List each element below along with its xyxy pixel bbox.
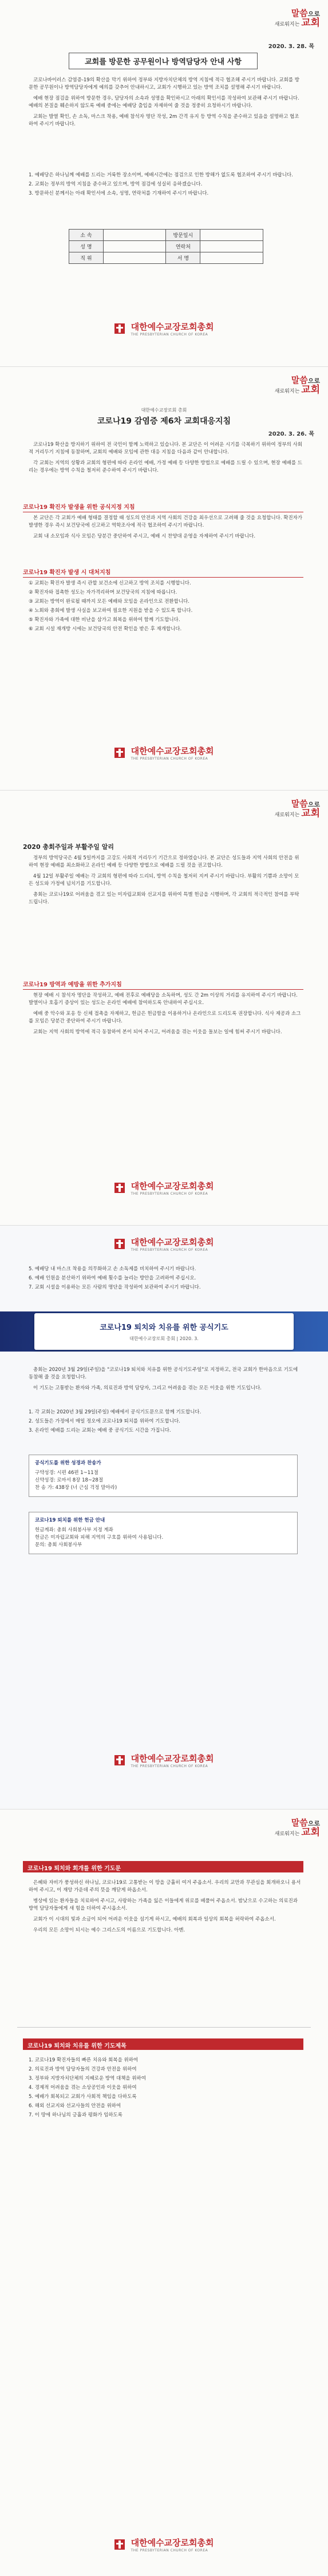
notice-page-3 xyxy=(0,790,328,1225)
divider xyxy=(17,2027,311,2028)
brand-line2: 새로워지는 xyxy=(274,21,302,27)
scripture-box xyxy=(29,1455,298,1497)
form-label: 연락처 xyxy=(166,241,200,252)
list-item: ④ 노회와 총회에 발생 사실을 보고하여 필요한 지원을 받을 수 있도록 합니다. xyxy=(29,608,193,614)
brand-church: 교회 xyxy=(301,17,320,29)
list-item: ② 확진자와 접촉한 성도는 자가격리하며 보건당국의 지침에 따릅니다. xyxy=(29,590,177,595)
assembly-logo xyxy=(0,745,328,761)
page1-body xyxy=(29,77,303,132)
list-item: 5. 예배가 회복되고 교회가 사회적 책임을 다하도록 xyxy=(29,2094,137,2100)
logo-english: THE PRESBYTERIAN CHURCH OF KOREA xyxy=(131,333,208,337)
page2-title: 코로나19 감염증 제6차 교회대응지침 xyxy=(97,417,231,426)
page2-section-body xyxy=(29,515,303,544)
assembly-logo xyxy=(0,1752,328,1768)
form-row xyxy=(69,230,263,241)
list-item: 4. 경제적 어려움을 겪는 소상공인과 이웃을 위하여 xyxy=(29,2085,137,2091)
page3-paragraph: 정부의 방역당국은 4월 5일까지를 고강도 사회적 거리두기 기간으로 정하였습니다. 본 교단은 성도들과 지역 사회의 안전을 위하여 현장 예배를 최소화하고 온라인 예배 등 다양한 방법으로 예배를 드릴 것을 권고합니다. xyxy=(29,855,299,868)
notice-page-4 xyxy=(0,1225,328,1809)
form-field[interactable] xyxy=(200,252,263,264)
page2-section-paragraph: 교회 내 소모임과 식사 모임은 당분간 중단하여 주시고, 예배 시 찬양대 운영을 자제하여 주시기 바랍니다. xyxy=(33,534,256,539)
scripture-line: 찬 송 가: 438장 (너 근심 걱정 말아라) xyxy=(35,1485,117,1491)
logo-english: THE PRESBYTERIAN CHURCH OF KOREA xyxy=(131,2549,208,2553)
scripture-line: 구약성경: 시편 46편 1~11절 xyxy=(35,1470,98,1476)
notice-page-5 xyxy=(0,1809,328,2576)
list-item: 2. 의료진과 방역 담당자들의 건강과 안전을 위하여 xyxy=(29,2067,137,2072)
page2-section-head: 코로나19 확진자 발생 시 대처지침 xyxy=(23,567,303,578)
assembly-logo xyxy=(0,321,328,337)
page1-paragraph: 교회는 발열 확인, 손 소독, 마스크 착용, 예배 참석자 명단 작성, 2m 간격 유지 등 방역 수칙을 준수하고 있음을 설명하고 협조하여 주시기 바랍니다. xyxy=(29,114,299,127)
prayer-topics-list xyxy=(29,2057,303,2121)
list-item: 3. 방문하신 분께서는 아래 확인서에 소속, 성명, 연락처를 기재하여 주시기 바랍니다. xyxy=(29,191,209,196)
list-item: 6. 해외 선교지와 선교사들의 안전을 위하여 xyxy=(29,2103,121,2109)
brand-particle: 으로 xyxy=(307,801,320,808)
page3-section-body xyxy=(29,992,303,1040)
prayer-banner-card xyxy=(34,1313,294,1350)
page3-section-head: 코로나19 방역과 예방을 위한 추가지침 xyxy=(23,979,303,990)
page1-date: 2020. 3. 28. 목 xyxy=(268,44,314,50)
list-item: ③ 교회는 방역이 완료될 때까지 모든 예배와 모임을 온라인으로 전환합니다. xyxy=(29,599,189,605)
logo-english: THE PRESBYTERIAN CHURCH OF KOREA xyxy=(131,1764,208,1768)
form-label: 방문일시 xyxy=(166,230,200,241)
list-item: 1. 각 교회는 2020년 3월 29일(주일) 예배에서 공식기도문으로 함께 기도합니다. xyxy=(29,1409,201,1415)
form-field[interactable] xyxy=(103,241,166,252)
form-label: 소 속 xyxy=(69,230,104,241)
list-item: 6. 예배 인원을 분산하기 위하여 예배 횟수를 늘리는 방안을 고려하여 주십시오. xyxy=(29,1275,196,1281)
page4-paragraph: 총회는 2020년 3월 29일(주일)을 "코로나19 퇴치와 치유를 위한 공식기도주일"로 지정하고, 전국 교회가 한마음으로 기도에 동참해 줄 것을 요청합니다. xyxy=(29,1367,298,1380)
form-label: 성 명 xyxy=(69,241,104,252)
logo-english: THE PRESBYTERIAN CHURCH OF KOREA xyxy=(131,1192,208,1196)
brand-word: 말씀 xyxy=(291,1818,308,1828)
page1-paragraph: 코로나바이러스 감염증-19의 확산을 막기 위하여 정부와 지방자치단체의 방역 지침에 적극 협조해 주시기 바랍니다. 교회를 방문한 공무원이나 방역담당자에게 예의를 갖추어 안내하시고, 교회가 시행하고 있는 방역 조치를 설명해 주시기 바랍니다. xyxy=(29,77,299,90)
cross-logo-icon xyxy=(114,1183,125,1193)
assembly-logo xyxy=(0,2537,328,2553)
prayer-head: 코로나19 퇴치와 회개를 위한 기도문 xyxy=(23,1861,303,1872)
page2-section-head: 코로나19 확진자 발생을 위한 공식지정 지침 xyxy=(23,502,303,512)
logo-korean: 대한예수교장로회총회 xyxy=(131,2538,214,2548)
prayer-paragraph: 우리의 모든 소망이 되시는 예수 그리스도의 이름으로 기도합니다. 아멘. xyxy=(33,1927,185,1933)
cross-logo-icon xyxy=(114,1755,125,1765)
notice-page-1 xyxy=(0,0,328,366)
banner-title: 코로나19 퇴치와 치유를 위한 공식기도 xyxy=(100,1323,228,1332)
church-brand xyxy=(275,376,320,396)
cross-logo-icon xyxy=(114,323,125,334)
banner-subtitle: 대한예수교장로회 총회 | 2020. 3. xyxy=(129,1336,199,1341)
notice-page-2 xyxy=(0,366,328,790)
page4-body xyxy=(29,1366,303,1396)
list-item: 7. 교회 시설을 이용하는 모든 사람의 명단을 작성하여 보관하여 주시기 바랍니다. xyxy=(29,1285,201,1290)
page4-top-list xyxy=(29,1266,303,1293)
cross-logo-icon xyxy=(114,2539,125,2550)
prayer-topics-head: 코로나19 퇴치와 치유를 위한 기도제목 xyxy=(23,2038,303,2050)
list-item: 5. 예배당 내 마스크 착용을 의무화하고 손 소독제를 비치하여 주시기 바랍니다. xyxy=(29,1266,196,1272)
list-item: ⑤ 확진자와 가족에 대한 비난을 삼가고 회복을 위하여 함께 기도합니다. xyxy=(29,617,180,623)
scripture-box-title: 공식기도를 위한 성경과 찬송가 xyxy=(35,1460,101,1466)
page1-list xyxy=(29,172,303,199)
page2-section-paragraph: 본 교단은 각 교회가 예배 형태를 결정할 때 성도의 안전과 지역 사회의 건강을 최우선으로 고려해 줄 것을 요청합니다. 확진자가 발생한 경우 즉시 보건당국에 신고하고 역학조사에 적극 협조하여 주시기 바랍니다. xyxy=(29,515,303,528)
church-brand xyxy=(275,9,320,29)
scripture-line: 신약성경: 로마서 8장 18~28절 xyxy=(35,1477,104,1483)
page4-list xyxy=(29,1409,303,1436)
prayer-body xyxy=(29,1879,303,1938)
offering-line: 문의: 총회 사회봉사부 xyxy=(35,1542,82,1548)
brand-particle: 으로 xyxy=(307,377,320,385)
page2-date: 2020. 3. 26. 목 xyxy=(268,431,314,437)
page3-section-paragraph: 예배 중 악수와 포옹 등 신체 접촉을 자제하고, 헌금은 헌금함을 이용하거나 온라인으로 드리도록 권장합니다. 식사 제공과 소그룹 모임은 당분간 중단하여 주시기 바랍니다. xyxy=(29,1011,301,1024)
brand-line2: 새로워지는 xyxy=(274,388,302,394)
prayer-paragraph: 은혜와 자비가 풍성하신 하나님, 코로나19로 고통받는 이 땅을 긍휼히 여겨 주옵소서. 우리의 교만과 무관심을 회개하오니 용서하여 주시고, 이 재앙 가운데 주의 뜻을 깨닫게 하옵소서. xyxy=(29,1880,301,1893)
brand-particle: 으로 xyxy=(307,1820,320,1827)
brand-word: 말씀 xyxy=(291,8,308,18)
list-item: 2. 성도들은 가정에서 매일 정오에 코로나19 퇴치를 위하여 기도합니다. xyxy=(29,1419,180,1424)
page1-paragraph: 예배 현장 점검을 위하여 방문한 경우, 담당자의 소속과 성명을 확인하시고 아래의 확인서를 작성하여 보관해 주시기 바랍니다. 예배의 본질을 훼손하지 않도록 예배 중에는 예배당 출입을 자제하여 줄 것을 정중히 요청하시기 바랍니다. xyxy=(29,96,299,109)
brand-word: 말씀 xyxy=(291,799,308,809)
brand-church: 교회 xyxy=(301,1826,320,1838)
form-label: 서 명 xyxy=(166,252,200,264)
page1-title: 교회를 방문한 공무원이나 방역담당자 안내 사항 xyxy=(69,53,258,69)
list-item: 2. 교회는 정부의 방역 지침을 준수하고 있으며, 방역 점검에 성실히 응하겠습니다. xyxy=(29,181,203,187)
logo-english: THE PRESBYTERIAN CHURCH OF KOREA xyxy=(131,757,208,761)
list-item: ① 교회는 확진자 발생 즉시 관할 보건소에 신고하고 방역 조치를 시행합니다. xyxy=(29,580,191,586)
page2-paragraph: 각 교회는 지역의 상황과 교회의 형편에 따라 온라인 예배, 가정 예배 등 다양한 방법으로 예배를 드릴 수 있으며, 현장 예배를 드리는 경우에는 방역 수칙을 철저히 준수하여 주시기 바랍니다. xyxy=(29,460,302,473)
prayer-paragraph: 병상에 있는 환자들을 치료하여 주시고, 사랑하는 가족을 잃은 이들에게 위로를 베풀어 주옵소서. 밤낮으로 수고하는 의료진과 방역 담당자들에게 새 힘을 더하여 주시옵소서. xyxy=(29,1898,298,1911)
page3-heading: 2020 총회주일과 부활주일 알리 xyxy=(23,843,114,851)
list-item: 7. 이 땅에 하나님의 긍휼과 평화가 임하도록 xyxy=(29,2112,122,2118)
list-item: 3. 온라인 예배를 드리는 교회는 예배 중 공식기도 시간을 가집니다. xyxy=(29,1428,171,1433)
assembly-logo xyxy=(0,1180,328,1196)
page3-paragraph: 4월 12일 부활주일 예배는 각 교회의 형편에 따라 드리되, 방역 수칙을 철저히 지켜 주시기 바랍니다. 부활의 기쁨과 소망이 모든 성도와 가정에 넘치기를 기도합니다. xyxy=(29,874,299,887)
brand-particle: 으로 xyxy=(307,10,320,18)
page2-paragraph: 코로나19 확산을 방지하기 위하여 전 국민이 함께 노력하고 있습니다. 본 교단은 이 어려운 시기를 극복하기 위하여 정부의 사회적 거리두기 지침에 동참하며, 교회의 예배와 모임에 관한 대응 지침을 다음과 같이 안내합니다. xyxy=(29,442,303,455)
church-brand xyxy=(275,800,320,819)
brand-church: 교회 xyxy=(301,807,320,819)
page2-list xyxy=(29,580,303,635)
form-field[interactable] xyxy=(200,241,263,252)
brand-word: 말씀 xyxy=(291,375,308,385)
form-row xyxy=(69,252,263,264)
page3-section-paragraph: 교회는 지역 사회의 방역에 적극 동참하여 본이 되어 주시고, 어려움을 겪는 이웃을 돌보는 일에 힘써 주시기 바랍니다. xyxy=(33,1029,282,1035)
form-field[interactable] xyxy=(103,230,166,241)
brand-line2: 새로워지는 xyxy=(274,1831,302,1837)
offering-box-title: 코로나19 퇴치를 위한 헌금 안내 xyxy=(35,1518,105,1523)
logo-english: THE PRESBYTERIAN CHURCH OF KOREA xyxy=(131,1248,208,1252)
list-item: ⑥ 교회 시설 재개방 시에는 보건당국의 안전 확인을 받은 후 재개합니다. xyxy=(29,626,182,632)
list-item: 3. 정부와 지방자치단체의 지혜로운 방역 대책을 위하여 xyxy=(29,2076,146,2081)
assembly-logo xyxy=(0,1236,328,1252)
visitor-form xyxy=(69,229,263,264)
logo-korean: 대한예수교장로회총회 xyxy=(131,1237,214,1247)
cross-logo-icon xyxy=(114,748,125,758)
list-item: 1. 예배당은 하나님께 예배를 드리는 거룩한 장소이며, 예배시간에는 점검으로 인한 방해가 없도록 협조하여 주시기 바랍니다. xyxy=(29,172,293,178)
page3-paragraph: 총회는 코로나19로 어려움을 겪고 있는 미자립교회와 선교지를 위하여 특별 헌금을 시행하며, 각 교회의 적극적인 참여를 부탁드립니다. xyxy=(29,892,299,905)
logo-korean: 대한예수교장로회총회 xyxy=(131,746,214,756)
form-row xyxy=(69,241,263,252)
page4-paragraph: 이 기도는 고통받는 환자와 가족, 의료진과 방역 담당자, 그리고 어려움을 겪는 모든 이웃을 위한 기도입니다. xyxy=(33,1385,262,1391)
logo-korean: 대한예수교장로회총회 xyxy=(131,322,214,332)
brand-church: 교회 xyxy=(301,384,320,396)
form-field[interactable] xyxy=(200,230,263,241)
prayer-paragraph: 교회가 이 시대의 빛과 소금이 되어 어려운 이웃을 섬기게 하시고, 예배의 회복과 일상의 회복을 허락하여 주옵소서. xyxy=(33,1917,276,1922)
page2-sub: 대한예수교장로회 총회 xyxy=(141,408,187,413)
page2-body xyxy=(29,441,303,478)
logo-korean: 대한예수교장로회총회 xyxy=(131,1181,214,1191)
list-item: 1. 코로나19 확진자들의 빠른 치유와 회복을 위하여 xyxy=(29,2057,139,2063)
offering-box xyxy=(29,1512,298,1554)
logo-korean: 대한예수교장로회총회 xyxy=(131,1753,214,1764)
page3-body xyxy=(29,855,303,910)
brand-line2: 새로워지는 xyxy=(274,812,302,818)
offering-line: 헌금계좌: 총회 사회봉사부 지정 계좌 xyxy=(35,1527,113,1533)
offering-line: 헌금은 미자립교회와 피해 지역의 구호를 위하여 사용됩니다. xyxy=(35,1535,164,1540)
form-label: 직 위 xyxy=(69,252,104,264)
cross-logo-icon xyxy=(114,1239,125,1249)
church-brand xyxy=(275,1819,320,1838)
page3-section-paragraph: 현장 예배 시 참석자 명단을 작성하고, 예배 전후로 예배당을 소독하며, 성도 간 2m 이상의 거리를 유지하여 주시기 바랍니다. 발열이나 호흡기 증상이 있는 성도는 온라인 예배에 참여하도록 안내하여 주십시오. xyxy=(29,993,298,1006)
form-field[interactable] xyxy=(103,252,166,264)
